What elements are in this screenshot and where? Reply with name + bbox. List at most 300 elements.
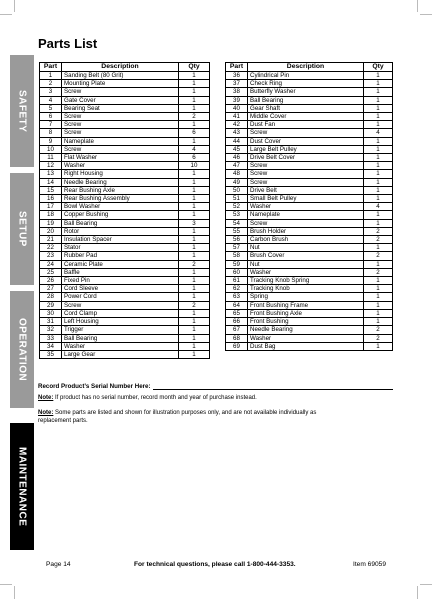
- part-qty: 1: [364, 285, 393, 293]
- part-description: Spring: [248, 293, 364, 301]
- part-qty: 1: [179, 293, 210, 301]
- part-qty: 1: [179, 104, 210, 112]
- crop-mark: [417, 586, 418, 599]
- part-number: 32: [40, 326, 62, 334]
- tab-label: OPERATION: [16, 317, 28, 382]
- table-row: [226, 277, 393, 285]
- table-row: [226, 203, 393, 211]
- part-qty: 1: [179, 72, 210, 80]
- part-qty: 1: [364, 211, 393, 219]
- table-row: [226, 80, 393, 88]
- part-qty: 1: [179, 227, 210, 235]
- part-qty: 6: [179, 154, 210, 162]
- part-qty: 1: [364, 88, 393, 96]
- serial-line: [153, 382, 393, 390]
- part-qty: 1: [364, 145, 393, 153]
- part-description: Gate Cover: [62, 96, 179, 104]
- part-qty: 1: [179, 121, 210, 129]
- col-header-qty: Qty: [179, 63, 210, 72]
- table-header-row: [226, 63, 393, 72]
- table-row: [40, 334, 210, 342]
- part-description: Screw: [248, 162, 364, 170]
- table-row: [40, 121, 210, 129]
- part-number: 9: [40, 137, 62, 145]
- part-qty: 1: [179, 178, 210, 186]
- part-qty: 1: [364, 162, 393, 170]
- part-qty: 1: [179, 268, 210, 276]
- tab-maintenance[interactable]: [10, 423, 34, 550]
- part-number: 61: [226, 277, 248, 285]
- part-qty: 2: [364, 252, 393, 260]
- part-number: 5: [40, 104, 62, 112]
- part-qty: 2: [179, 301, 210, 309]
- part-number: 58: [226, 252, 248, 260]
- part-number: 57: [226, 244, 248, 252]
- part-number: 19: [40, 219, 62, 227]
- part-description: Washer: [248, 334, 364, 342]
- part-qty: 1: [179, 236, 210, 244]
- page-number: Page 14: [46, 561, 71, 568]
- part-description: Screw: [62, 129, 179, 137]
- table-row: [226, 268, 393, 276]
- part-description: Washer: [62, 342, 179, 350]
- part-number: 40: [226, 104, 248, 112]
- part-qty: 1: [179, 334, 210, 342]
- part-qty: 4: [364, 129, 393, 137]
- part-number: 14: [40, 178, 62, 186]
- part-number: 54: [226, 219, 248, 227]
- table-row: [40, 285, 210, 293]
- part-number: 59: [226, 260, 248, 268]
- table-row: [40, 252, 210, 260]
- serial-label: Record Product’s Serial Number Here:: [38, 383, 151, 390]
- part-number: 68: [226, 334, 248, 342]
- part-number: 17: [40, 203, 62, 211]
- part-description: Ball Bearing: [62, 334, 179, 342]
- table-row: [226, 104, 393, 112]
- part-description: Middle Cover: [248, 113, 364, 121]
- table-row: [40, 178, 210, 186]
- table-row: [226, 178, 393, 186]
- table-row: [40, 195, 210, 203]
- part-description: Copper Bushing: [62, 211, 179, 219]
- part-description: Washer: [62, 162, 179, 170]
- table-row: [40, 268, 210, 276]
- part-qty: 3: [179, 219, 210, 227]
- part-description: Nameplate: [62, 137, 179, 145]
- part-qty: 1: [364, 309, 393, 317]
- part-number: 30: [40, 309, 62, 317]
- part-description: Flat Washer: [62, 154, 179, 162]
- part-number: 2: [40, 80, 62, 88]
- part-qty: 1: [364, 170, 393, 178]
- part-description: Cylindrical Pin: [248, 72, 364, 80]
- part-number: 27: [40, 285, 62, 293]
- part-description: Screw: [62, 88, 179, 96]
- part-number: 18: [40, 211, 62, 219]
- table-row: [226, 121, 393, 129]
- table-row: [40, 260, 210, 268]
- part-description: Screw: [248, 178, 364, 186]
- part-description: Screw: [62, 301, 179, 309]
- part-number: 25: [40, 268, 62, 276]
- part-number: 10: [40, 145, 62, 153]
- table-row: [226, 244, 393, 252]
- part-qty: 1: [364, 293, 393, 301]
- part-description: Dust Cover: [248, 137, 364, 145]
- part-description: Baffle: [62, 268, 179, 276]
- table-row: [40, 88, 210, 96]
- part-description: Butterfly Washer: [248, 88, 364, 96]
- part-qty: 1: [364, 137, 393, 145]
- note-text: If product has no serial number, record month and year of purchase instead.: [53, 395, 257, 401]
- part-number: 62: [226, 285, 248, 293]
- part-qty: 1: [364, 277, 393, 285]
- table-row: [226, 96, 393, 104]
- table-row: [226, 211, 393, 219]
- crop-mark: [417, 0, 418, 12]
- table-row: [40, 277, 210, 285]
- part-description: Rubber Pad: [62, 252, 179, 260]
- part-qty: 1: [179, 88, 210, 96]
- table-row: [40, 219, 210, 227]
- part-number: 33: [40, 334, 62, 342]
- part-qty: 1: [364, 186, 393, 194]
- page-title: Parts List: [38, 36, 98, 51]
- table-row: [226, 309, 393, 317]
- table-row: [40, 137, 210, 145]
- table-row: [226, 285, 393, 293]
- crop-mark: [0, 14, 12, 15]
- table-row: [40, 170, 210, 178]
- part-number: 36: [226, 72, 248, 80]
- part-qty: 1: [179, 195, 210, 203]
- part-number: 11: [40, 154, 62, 162]
- tech-support-text: For technical questions, please call 1-800-444-3353.: [134, 561, 296, 568]
- table-row: [226, 219, 393, 227]
- part-number: 44: [226, 137, 248, 145]
- part-description: Rotor: [62, 227, 179, 235]
- part-description: Front Bushing: [248, 318, 364, 326]
- note-text: Some parts are listed and shown for illustration purposes only, and are not available individually as replacement parts.: [38, 410, 317, 424]
- part-description: Needle Bearing: [62, 178, 179, 186]
- table-row: [226, 342, 393, 350]
- table-row: [40, 350, 210, 358]
- table-row: [226, 318, 393, 326]
- part-number: 28: [40, 293, 62, 301]
- table-row: [40, 293, 210, 301]
- part-number: 42: [226, 121, 248, 129]
- part-number: 1: [40, 72, 62, 80]
- table-row: [226, 326, 393, 334]
- parts-table-left: [39, 62, 210, 359]
- part-description: Large Belt Pulley: [248, 145, 364, 153]
- table-row: [226, 252, 393, 260]
- part-description: Stator: [62, 244, 179, 252]
- note-serial: [38, 394, 398, 402]
- part-number: 29: [40, 301, 62, 309]
- part-qty: 2: [364, 268, 393, 276]
- part-description: Screw: [248, 129, 364, 137]
- part-qty: 1: [179, 277, 210, 285]
- parts-table-right: [225, 62, 393, 351]
- part-number: 39: [226, 96, 248, 104]
- crop-mark: [420, 584, 432, 585]
- part-description: Sanding Belt (80 Grit): [62, 72, 179, 80]
- part-qty: 1: [364, 342, 393, 350]
- part-qty: 10: [179, 162, 210, 170]
- part-number: 16: [40, 195, 62, 203]
- part-description: Brush Holder: [248, 227, 364, 235]
- part-description: Washer: [248, 203, 364, 211]
- tab-label: MAINTENANCE: [16, 446, 28, 527]
- table-row: [226, 137, 393, 145]
- part-qty: 2: [364, 334, 393, 342]
- table-row: [226, 129, 393, 137]
- part-number: 49: [226, 178, 248, 186]
- part-qty: 1: [179, 137, 210, 145]
- tab-label: SAFETY: [16, 89, 28, 133]
- part-description: Ceramic Plate: [62, 260, 179, 268]
- part-description: Brush Cover: [248, 252, 364, 260]
- table-row: [40, 96, 210, 104]
- table-row: [40, 301, 210, 309]
- part-number: 50: [226, 186, 248, 194]
- part-number: 45: [226, 145, 248, 153]
- part-number: 22: [40, 244, 62, 252]
- table-row: [226, 227, 393, 235]
- col-header-description: Description: [248, 63, 364, 72]
- part-qty: 1: [179, 342, 210, 350]
- part-qty: 1: [179, 80, 210, 88]
- part-number: 56: [226, 236, 248, 244]
- part-description: Check Ring: [248, 80, 364, 88]
- part-number: 60: [226, 268, 248, 276]
- part-description: Dust Bag: [248, 342, 364, 350]
- part-qty: 4: [364, 203, 393, 211]
- part-description: Bowl Washer: [62, 203, 179, 211]
- part-number: 21: [40, 236, 62, 244]
- part-description: Large Gear: [62, 350, 179, 358]
- tab-label: SETUP: [16, 211, 28, 247]
- part-description: Ball Bearing: [62, 219, 179, 227]
- part-qty: 1: [179, 309, 210, 317]
- table-row: [226, 334, 393, 342]
- part-description: Tracking Knob Spring: [248, 277, 364, 285]
- table-row: [226, 154, 393, 162]
- part-qty: 1: [364, 318, 393, 326]
- part-qty: 2: [179, 260, 210, 268]
- part-number: 47: [226, 162, 248, 170]
- part-number: 20: [40, 227, 62, 235]
- table-row: [40, 104, 210, 112]
- part-qty: 2: [364, 236, 393, 244]
- col-header-part: Part: [40, 63, 62, 72]
- part-number: 4: [40, 96, 62, 104]
- part-qty: 2: [364, 227, 393, 235]
- tab-safety[interactable]: [10, 55, 34, 167]
- part-number: 65: [226, 309, 248, 317]
- part-qty: 1: [364, 260, 393, 268]
- part-qty: 1: [179, 350, 210, 358]
- part-number: 48: [226, 170, 248, 178]
- part-description: Screw: [62, 121, 179, 129]
- part-description: Mounting Plate: [62, 80, 179, 88]
- table-row: [40, 113, 210, 121]
- part-description: Cord Sleeve: [62, 285, 179, 293]
- tab-setup[interactable]: [10, 173, 34, 285]
- part-qty: 1: [364, 104, 393, 112]
- table-row: [226, 236, 393, 244]
- table-row: [40, 72, 210, 80]
- part-description: Tracking Knob: [248, 285, 364, 293]
- part-number: 6: [40, 113, 62, 121]
- part-qty: 1: [364, 178, 393, 186]
- part-description: Front Bushing Frame: [248, 301, 364, 309]
- table-row: [40, 227, 210, 235]
- table-row: [226, 293, 393, 301]
- part-number: 35: [40, 350, 62, 358]
- table-row: [40, 211, 210, 219]
- part-qty: 1: [179, 244, 210, 252]
- note-label: Note:: [38, 410, 54, 416]
- part-qty: 1: [364, 80, 393, 88]
- table-row: [226, 113, 393, 121]
- serial-number-field: [38, 382, 393, 390]
- table-row: [226, 88, 393, 96]
- part-number: 8: [40, 129, 62, 137]
- table-row: [40, 203, 210, 211]
- part-description: Insulation Spacer: [62, 236, 179, 244]
- part-description: Screw: [248, 170, 364, 178]
- table-row: [40, 145, 210, 153]
- part-description: Left Housing: [62, 318, 179, 326]
- table-row: [40, 236, 210, 244]
- table-row: [40, 162, 210, 170]
- crop-mark: [0, 584, 12, 585]
- part-description: Gear Shaft: [248, 104, 364, 112]
- part-qty: 1: [364, 121, 393, 129]
- part-description: Drive Belt Cover: [248, 154, 364, 162]
- part-number: 41: [226, 113, 248, 121]
- part-number: 24: [40, 260, 62, 268]
- table-row: [40, 318, 210, 326]
- note-label: Note:: [38, 395, 54, 401]
- table-row: [226, 301, 393, 309]
- part-number: 13: [40, 170, 62, 178]
- part-description: Rear Bushing Assembly: [62, 195, 179, 203]
- part-number: 31: [40, 318, 62, 326]
- table-row: [40, 342, 210, 350]
- col-header-qty: Qty: [364, 63, 393, 72]
- part-description: Front Bushing Axle: [248, 309, 364, 317]
- part-qty: 4: [179, 145, 210, 153]
- part-description: Power Cord: [62, 293, 179, 301]
- part-number: 52: [226, 203, 248, 211]
- part-description: Bearing Seat: [62, 104, 179, 112]
- part-qty: 1: [179, 96, 210, 104]
- part-description: Right Housing: [62, 170, 179, 178]
- tab-operation[interactable]: [10, 291, 34, 408]
- table-row: [226, 145, 393, 153]
- item-number: Item 69059: [353, 561, 386, 568]
- table-row: [40, 129, 210, 137]
- part-description: Screw: [62, 113, 179, 121]
- col-header-part: Part: [226, 63, 248, 72]
- part-qty: 1: [364, 195, 393, 203]
- part-number: 43: [226, 129, 248, 137]
- table-row: [40, 154, 210, 162]
- part-number: 3: [40, 88, 62, 96]
- part-number: 51: [226, 195, 248, 203]
- crop-mark: [14, 0, 15, 12]
- part-qty: 6: [179, 129, 210, 137]
- part-number: 26: [40, 277, 62, 285]
- part-description: Nut: [248, 244, 364, 252]
- part-qty: 1: [179, 252, 210, 260]
- crop-mark: [420, 14, 432, 15]
- part-number: 55: [226, 227, 248, 235]
- part-description: Carbon Brush: [248, 236, 364, 244]
- table-row: [40, 186, 210, 194]
- table-row: [226, 170, 393, 178]
- part-number: 67: [226, 326, 248, 334]
- part-qty: 1: [179, 211, 210, 219]
- part-description: Fixed Pin: [62, 277, 179, 285]
- part-qty: 1: [364, 154, 393, 162]
- part-qty: 2: [364, 326, 393, 334]
- part-number: 64: [226, 301, 248, 309]
- part-description: Screw: [248, 219, 364, 227]
- table-row: [40, 309, 210, 317]
- part-qty: 1: [364, 72, 393, 80]
- part-number: 37: [226, 80, 248, 88]
- part-description: Cord Clamp: [62, 309, 179, 317]
- part-number: 66: [226, 318, 248, 326]
- part-qty: 1: [179, 326, 210, 334]
- part-qty: 1: [364, 219, 393, 227]
- part-qty: 1: [364, 244, 393, 252]
- part-number: 38: [226, 88, 248, 96]
- crop-mark: [14, 586, 15, 599]
- table-row: [40, 244, 210, 252]
- part-qty: 1: [364, 301, 393, 309]
- part-qty: 1: [179, 203, 210, 211]
- table-row: [226, 162, 393, 170]
- part-qty: 1: [179, 318, 210, 326]
- part-description: Rear Bushing Axle: [62, 186, 179, 194]
- table-row: [226, 260, 393, 268]
- part-description: Dust Fan: [248, 121, 364, 129]
- note-parts: [38, 409, 338, 425]
- part-description: Washer: [248, 268, 364, 276]
- part-number: 69: [226, 342, 248, 350]
- part-description: Screw: [62, 145, 179, 153]
- part-qty: 2: [179, 113, 210, 121]
- part-number: 15: [40, 186, 62, 194]
- part-number: 53: [226, 211, 248, 219]
- part-qty: 1: [179, 186, 210, 194]
- part-qty: 1: [364, 96, 393, 104]
- part-description: Needle Bearing: [248, 326, 364, 334]
- part-number: 12: [40, 162, 62, 170]
- part-qty: 1: [179, 285, 210, 293]
- table-row: [226, 186, 393, 194]
- part-number: 23: [40, 252, 62, 260]
- table-row: [226, 72, 393, 80]
- part-description: Small Belt Pulley: [248, 195, 364, 203]
- part-number: 46: [226, 154, 248, 162]
